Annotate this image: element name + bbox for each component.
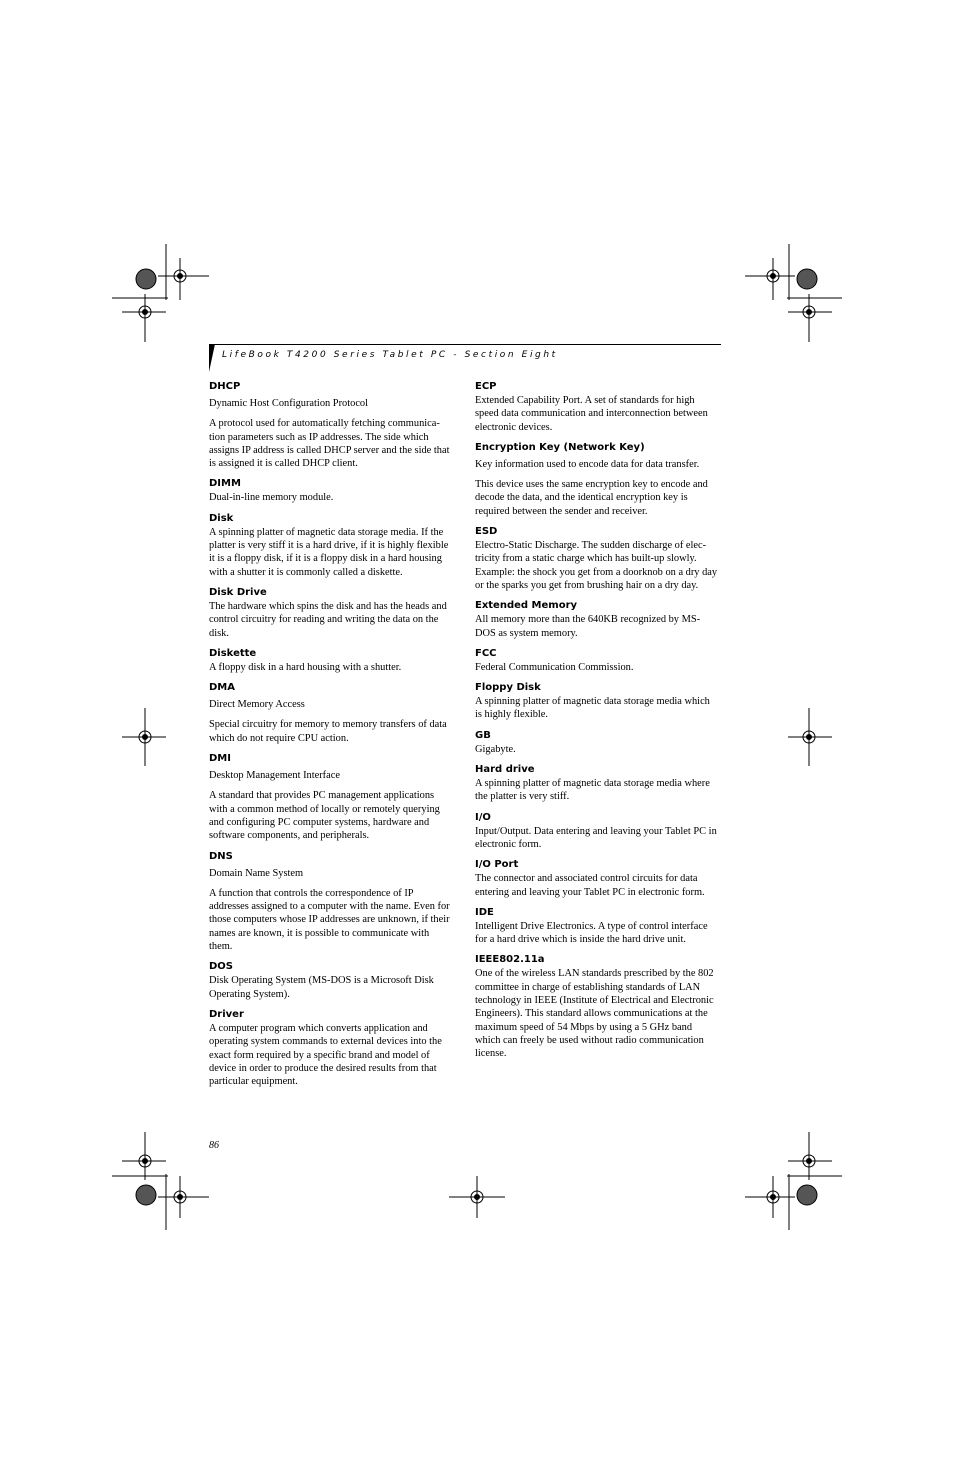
glossary-term: Floppy Disk	[475, 682, 541, 694]
glossary-term: DNS	[209, 850, 233, 862]
glossary-term: Driver	[209, 1008, 244, 1020]
glossary-term: I/O Port	[475, 859, 519, 871]
glossary-term: DMI	[209, 753, 231, 765]
glossary-definition: Input/Output. Data entering and leaving your Tablet PC in electronic form.	[475, 825, 717, 850]
glossary-definition: A function that controls the correspondence of IP addresses assigned to a computer with the name. Even for those computers whose IP addresses are unknown, if their names are known, it is possible to communicate with them.	[209, 887, 450, 953]
glossary-entry	[209, 512, 453, 579]
header-rule	[211, 344, 721, 345]
glossary-entry	[475, 729, 719, 756]
glossary-definition: The hardware which spins the disk and has the heads and control circuitry for reading and writing the data on the disk.	[209, 600, 447, 639]
glossary-entry	[475, 953, 719, 1060]
header-tab-marker	[209, 344, 215, 372]
glossary-entry	[209, 477, 453, 504]
glossary-definition: Dual-in-line memory module.	[209, 492, 334, 504]
glossary-definition: The connector and associated control circuits for data entering and leaving your Tablet PC in electronic form.	[475, 873, 705, 898]
glossary-definition: A standard that provides PC management applications with a common method of locally or remotely querying and configuring PC computer systems, hardware and software components, and peripherals.	[209, 790, 440, 842]
glossary-entry	[209, 850, 453, 954]
glossary-entry	[475, 441, 719, 518]
glossary-definition: Disk Operating System (MS-DOS is a Microsoft Disk Operating System).	[209, 975, 434, 1000]
glossary-definition: Electro-Static Discharge. The sudden discharge of elec- tricity from a static charge which has built-up slowly. Example: the shock you get from a doorknob on a dry day or the sparks you get from brushing hair on a dry day.	[475, 540, 718, 591]
glossary-entry	[209, 380, 453, 470]
glossary-term: IDE	[475, 906, 494, 918]
glossary-entry	[475, 763, 719, 804]
glossary-term: ESD	[475, 526, 498, 538]
glossary-definition: A computer program which converts application and operating system commands to external devices into the exact form required by a specific brand and model of device in order to produce the desired results from that particular equipment.	[209, 1022, 442, 1088]
glossary-right-column	[475, 380, 719, 1068]
glossary-definition: Special circuitry for memory to memory transfers of data which do not require CPU action.	[209, 719, 447, 744]
glossary-term: Disk Drive	[209, 586, 267, 598]
glossary-definition: A floppy disk in a hard housing with a shutter.	[209, 661, 402, 673]
glossary-term: Hard drive	[475, 764, 535, 776]
glossary-definition: Direct Memory Access	[209, 699, 305, 711]
glossary-term: FCC	[475, 647, 497, 659]
glossary-term: DOS	[209, 961, 234, 973]
glossary-entry	[209, 586, 453, 640]
glossary-term: I/O	[475, 811, 491, 823]
glossary-term: Disk	[209, 512, 234, 524]
glossary-entry	[209, 752, 453, 842]
glossary-term: IEEE802.11a	[475, 954, 545, 966]
glossary-definition: Federal Communication Commission.	[475, 661, 634, 673]
glossary-definition: A spinning platter of magnetic data storage media which is highly flexible.	[475, 696, 710, 721]
glossary-entry	[475, 599, 719, 640]
glossary-entry	[475, 525, 719, 592]
glossary-entry	[209, 960, 453, 1001]
glossary-entry	[475, 681, 719, 722]
glossary-term: DHCP	[209, 381, 241, 392]
glossary-definition: Dynamic Host Configuration Protocol	[209, 398, 369, 409]
glossary-entry	[209, 647, 453, 674]
glossary-entry	[475, 811, 719, 852]
glossary-term: DIMM	[209, 478, 241, 490]
glossary-definition: Domain Name System	[209, 867, 304, 879]
glossary-term: Encryption Key (Network Key)	[475, 441, 645, 453]
page-number: 86	[209, 1140, 219, 1151]
glossary-entry	[475, 647, 719, 674]
glossary-term: DMA	[209, 682, 235, 694]
glossary-term: Diskette	[209, 647, 257, 659]
glossary-definition: Gigabyte.	[475, 743, 516, 755]
glossary-definition: Intelligent Drive Electronics. A type of control interface for a hard drive which is inside the hard drive unit.	[475, 920, 708, 946]
glossary-term: ECP	[475, 381, 497, 392]
glossary-definition: A spinning platter of magnetic data storage media. If the platter is very stiff it is a hard drive, if it is highly flexible it is a floppy disk, if it is a floppy disk in a hard housing with a shutter it is commonly called a diskette.	[209, 526, 449, 578]
glossary-definition: One of the wireless LAN standards prescribed by the 802 committee in charge of establishing standards of LAN technology in IEEE (Institute of Electrical and Electronic Engineers). This standard allows communications at the maximum speed of 54 Mbps by using a 5 GHz band which can freely be used without radio communication license.	[475, 968, 714, 1060]
glossary-entry	[209, 1008, 453, 1088]
glossary-definition: All memory more than the 640KB recognized by MS-DOS as system memory.	[475, 614, 701, 639]
glossary-definition: Key information used to encode data for data transfer.	[475, 458, 700, 470]
glossary-definition: A protocol used for automatically fetching communica- tion parameters such as IP addresses. The side which assigns IP address is called DHCP server and the side that is assigned it is called DHCP client.	[209, 418, 450, 470]
glossary-entry	[475, 906, 719, 947]
glossary-term: Extended Memory	[475, 600, 578, 612]
glossary-definition: This device uses the same encryption key to encode and decode the data, and the identical encryption key is required between the sender and receiver.	[475, 479, 708, 517]
glossary-entry	[475, 380, 719, 434]
glossary-definition: Extended Capability Port. A set of standards for high speed data communication and interconnection between electronic devices.	[475, 395, 708, 433]
glossary-definition: A spinning platter of magnetic data storage media where the platter is very stiff.	[475, 778, 710, 803]
glossary-entry	[209, 681, 453, 745]
glossary-definition: Desktop Management Interface	[209, 770, 340, 782]
glossary-entry	[475, 858, 719, 899]
running-header: LifeBook T4200 Series Tablet PC - Section Eight	[222, 350, 558, 360]
glossary-term: GB	[475, 729, 491, 741]
glossary-left-column	[209, 380, 453, 1095]
